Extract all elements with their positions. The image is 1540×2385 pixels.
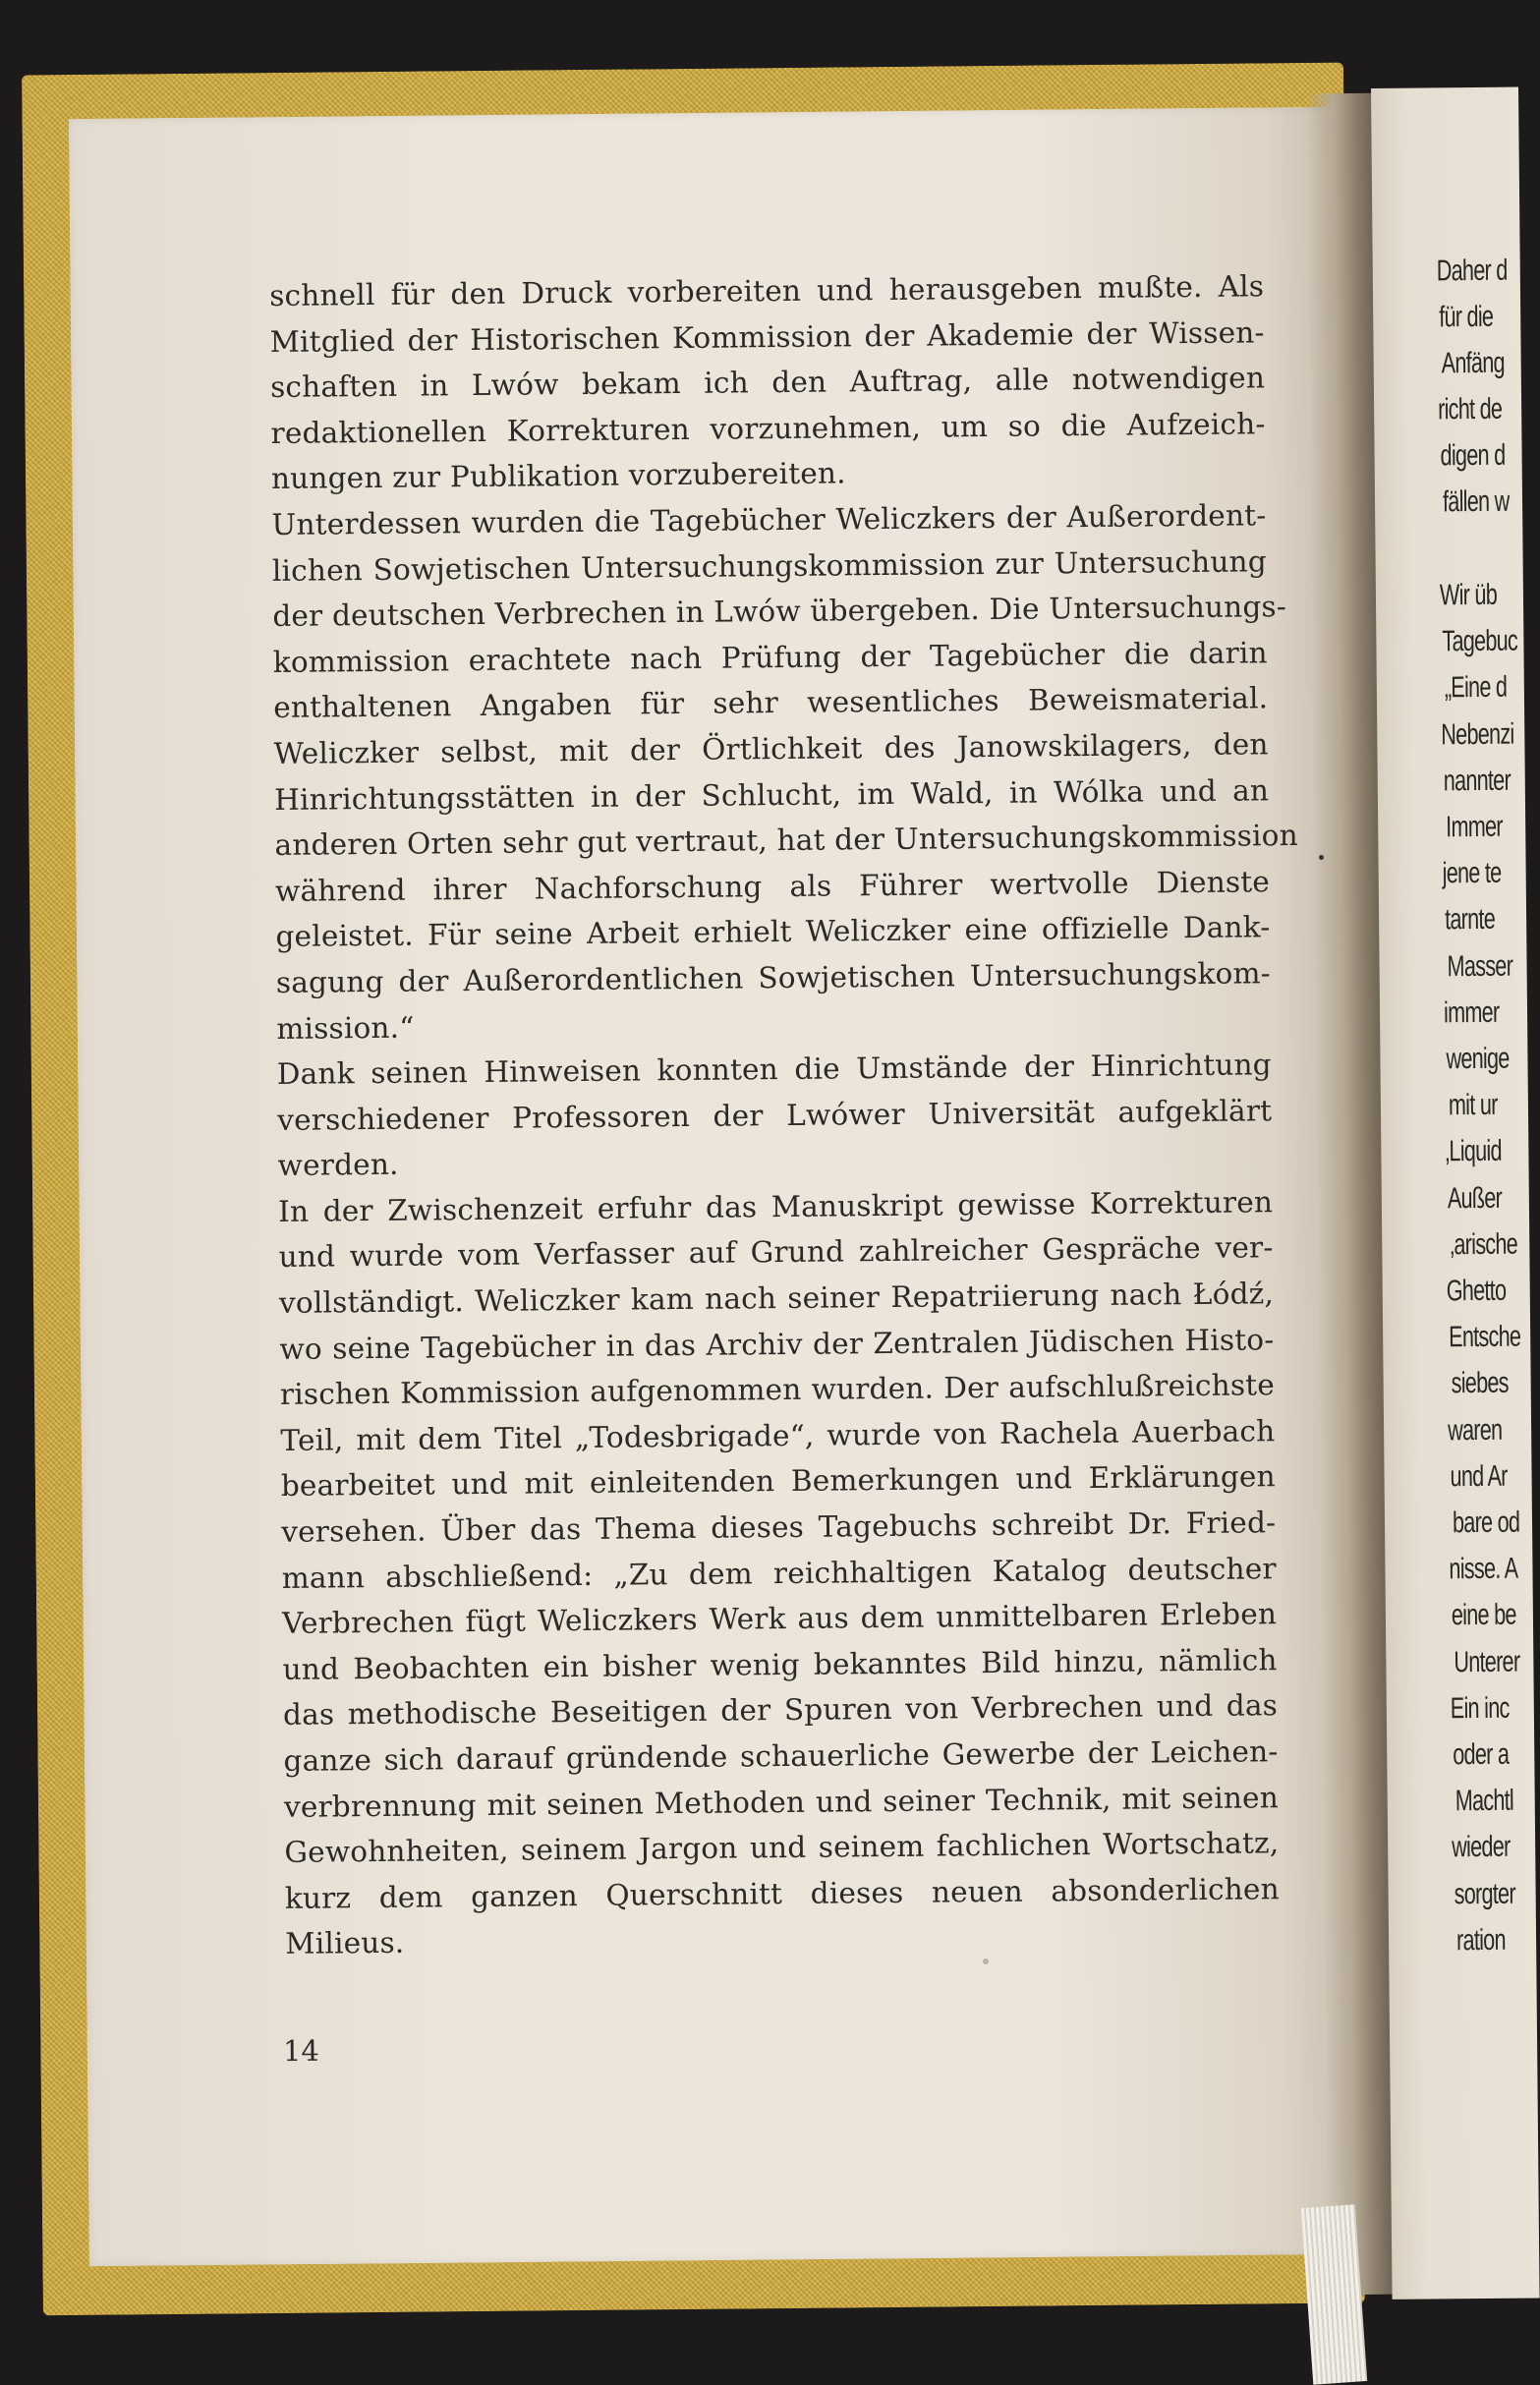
right-page-fragment: bare od [1452, 1505, 1520, 1540]
paper-speck [983, 1959, 989, 1964]
right-page-fragment: oder a [1453, 1737, 1510, 1772]
text-line: rischen Kommission aufgenommen wurden. Der aufschlußreichste [279, 1368, 1276, 1412]
text-line: Teil, mit dem Titel „Todesbrigade“, wurde von Rachela Auerbach [280, 1414, 1276, 1457]
text-line: nungen zur Publikation vorzubereiten. [270, 456, 846, 496]
text-line: lichen Sowjetischen Untersuchungskommission zur Untersuchung [271, 543, 1268, 588]
text-line: Verbrechen fügt Weliczkers Werk aus dem unmittelbaren Erleben [282, 1597, 1278, 1641]
text-line: und Beobachten ein bisher wenig bekanntes Bild hinzu, nämlich [282, 1643, 1278, 1686]
right-page-fragment: Masser [1447, 949, 1513, 983]
right-page-fragment: Außer [1447, 1181, 1503, 1215]
text-line: redaktionellen Korrekturen vorzunehmen, um so die Aufzeich- [270, 407, 1266, 450]
text-line: Milieus. [285, 1926, 405, 1961]
text-line: versehen. Über das Thema dieses Tagebuchs schreibt Dr. Fried- [281, 1505, 1277, 1549]
text-line: kommission erachtete nach Prüfung der Tagebücher die darin [272, 636, 1268, 679]
right-page-fragment: Ein inc [1450, 1691, 1510, 1726]
right-page-fragment: Tagebuc [1442, 624, 1518, 658]
text-line: Mitglied der Historischen Kommission der Akademie der Wissen- [269, 314, 1265, 359]
right-page-fragment: wieder [1452, 1831, 1511, 1864]
text-line: mann abschließend: „Zu dem reichhaltigen Katalog deutscher [281, 1551, 1277, 1595]
right-page-fragment: tarnte [1444, 903, 1496, 937]
text-line: schaften in Lwów bekam ich den Auftrag, alle notwendigen [269, 361, 1266, 405]
text-line: schnell für den Druck vorbereiten und herausgeben mußte. Als [269, 269, 1265, 312]
text-line: Weliczker selbst, mit der Örtlichkeit des Janowskilagers, den [273, 727, 1269, 770]
right-page-fragment: „Eine d [1444, 671, 1508, 705]
right-page-fragment: Immer [1446, 810, 1503, 844]
text-line: geleistet. Für seine Arbeit erhielt Weliczker eine offizielle Dank- [275, 910, 1271, 954]
right-page-fragment: Machtl [1454, 1784, 1514, 1818]
body-text [269, 263, 1299, 1967]
right-page-fragment: eine be [1451, 1599, 1516, 1632]
right-page-fragment: ‚Liquid [1445, 1135, 1502, 1168]
right-page-fragment: Anfäng [1441, 346, 1505, 380]
right-page-fragment: nannter [1443, 764, 1511, 798]
text-line: sagung der Außerordentlichen Sowjetischen Untersuchungskom- [275, 956, 1272, 999]
text-line: Dank seinen Hinweisen konnten die Umstände der Hinrichtung [276, 1048, 1272, 1092]
text-line: kurz dem ganzen Querschnitt dieses neuen absonderlichen [284, 1871, 1280, 1915]
text-line: wo seine Tagebücher in das Archiv der Zentralen Jüdischen Histo- [279, 1322, 1275, 1366]
paper-speck [1319, 855, 1324, 860]
right-page-fragment: waren [1447, 1413, 1503, 1447]
right-page-fragment: Nebenzi [1441, 717, 1514, 751]
right-page-fragment: nisse. A [1449, 1552, 1518, 1586]
right-page-fragment: wenige [1446, 1042, 1510, 1076]
right-page-fragment: immer [1443, 995, 1500, 1030]
right-page-fragment: ration [1455, 1923, 1506, 1958]
text-line: bearbeitet und mit einleitenden Bemerkungen und Erklärungen [280, 1459, 1276, 1504]
page-number: 14 [282, 2033, 320, 2069]
right-page-fragment: siebes [1451, 1367, 1509, 1400]
right-page-fragment: mit ur [1448, 1089, 1498, 1122]
right-page-fragment: jene te [1442, 856, 1502, 890]
text-line: In der Zwischenzeit erfuhr das Manuskript gewisse Korrekturen [278, 1185, 1274, 1228]
text-line: während ihrer Nachforschung als Führer wertvolle Dienste [274, 864, 1271, 908]
right-page-fragment: Unterer [1454, 1645, 1520, 1678]
text-line: das methodische Beseitigen der Spuren von Verbrechen und das [282, 1688, 1279, 1732]
text-line: Gewohnheiten, seinem Jargon und seinem fachlichen Wortschatz, [284, 1826, 1280, 1870]
right-page-fragment: Wir üb [1439, 578, 1498, 612]
right-page-fragment: fällen w [1442, 484, 1510, 519]
text-line: vollständigt. Weliczker kam nach seiner Repatriierung nach Łódź, [278, 1277, 1275, 1321]
right-page-fragment: Entsche [1449, 1320, 1521, 1354]
right-page [1371, 87, 1540, 2300]
right-page-fragment: Daher d [1436, 254, 1508, 288]
right-page-fragment: Ghetto [1446, 1274, 1507, 1308]
right-page-fragment: sorgter [1454, 1877, 1515, 1910]
text-line: und wurde vom Verfasser auf Grund zahlreicher Gespräche ver- [278, 1230, 1274, 1275]
text-line: verbrennung mit seinen Methoden und seiner Technik, mit seinen [283, 1780, 1280, 1824]
text-line: werden. [277, 1148, 399, 1183]
right-page-fragment: ‚arische [1450, 1227, 1518, 1262]
text-line: Hinrichtungsstätten in der Schlucht, im Wald, in Wólka und an [273, 772, 1270, 817]
right-page-fragment: für die [1439, 300, 1494, 334]
text-line: verschiedener Professoren der Lwówer Universität aufgeklärt [277, 1093, 1273, 1137]
text-line: der deutschen Verbrechen in Lwów übergeben. Die Untersuchungs- [272, 590, 1287, 634]
text-line: mission.“ [276, 1010, 415, 1046]
text-line: anderen Orten sehr gut vertraut, hat der Untersuchungskommission [274, 819, 1299, 863]
right-page-fragment: digen d [1440, 438, 1506, 473]
text-line: Unterdessen wurden die Tagebücher Weliczkers der Außerordent- [271, 498, 1267, 541]
text-line: ganze sich darauf gründende schauerliche Gewerbe der Leichen- [283, 1734, 1279, 1778]
right-page-fragment: richt de [1437, 392, 1503, 426]
right-page-fragment: und Ar [1450, 1459, 1508, 1494]
text-line: enthaltenen Angaben für sehr wesentliches Beweismaterial. [273, 681, 1269, 725]
